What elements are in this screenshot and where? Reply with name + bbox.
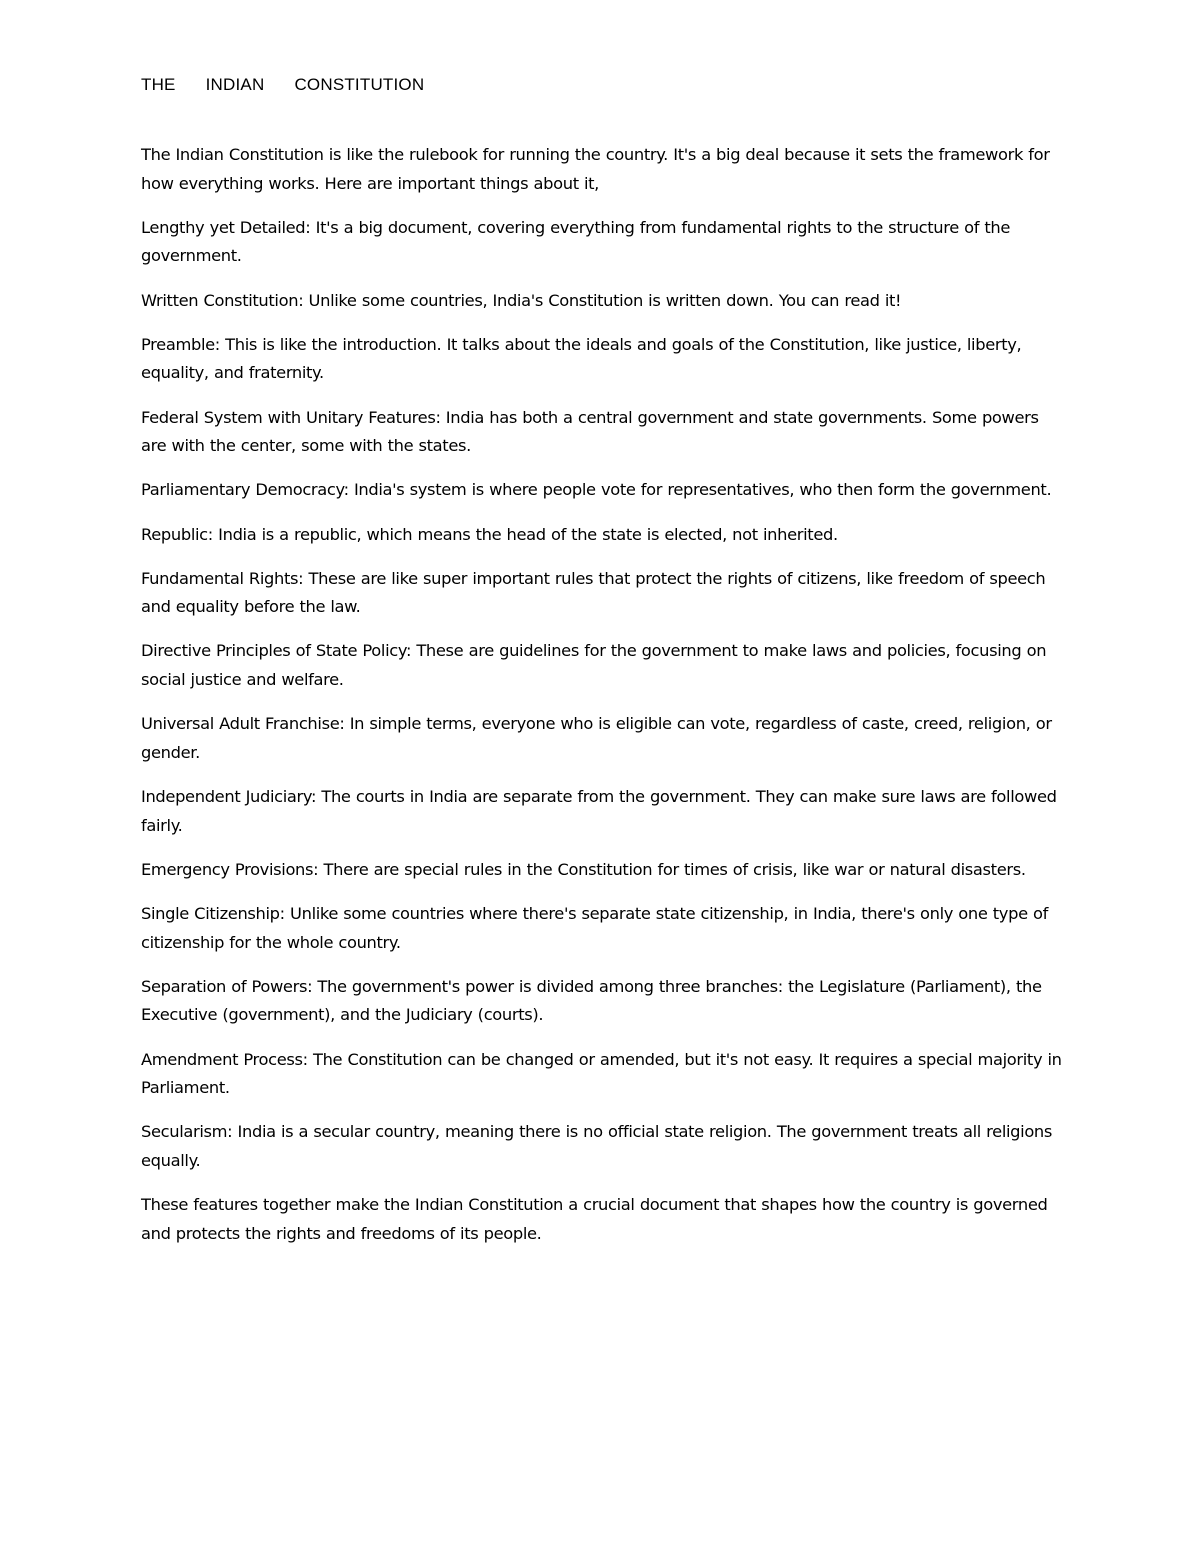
paragraph-emergency-provisions: Emergency Provisions: There are special rules in the Constitution for times of crisis, like war or natural disasters. <box>141 859 1026 879</box>
paragraph-amendment-process: Amendment Process: The Constitution can be changed or amended, but it's not easy. It requires a special majority in Parliament. <box>141 1049 1062 1098</box>
paragraph-fundamental-rights: Fundamental Rights: These are like super important rules that protect the rights of citizens, like freedom of speech and equality before the law. <box>141 568 1046 617</box>
paragraph-single-citizenship: Single Citizenship: Unlike some countries where there's separate state citizenship, in India, there's only one type of citizenship for the whole country. <box>141 904 1048 952</box>
intro-paragraph: The Indian Constitution is like the rulebook for running the country. It's a big deal because it sets the framework for how everything works. Here are important things about it, <box>141 145 1050 193</box>
document-title <box>141 74 424 96</box>
paragraph-lengthy-yet-detailed: Lengthy yet Detailed: It's a big document, covering everything from fundamental rights to the structure of the government. <box>141 217 1011 266</box>
paragraph-preamble: Preamble: This is like the introduction. It talks about the ideals and goals of the Constitution, like justice, liberty, equality, and fraternity. <box>141 334 1022 383</box>
paragraph-secularism: Secularism: India is a secular country, meaning there is no official state religion. The government treats all religions equally. <box>141 1122 1053 1170</box>
paragraph-written-constitution: Written Constitution: Unlike some countries, India's Constitution is written down. You can read it! <box>141 290 902 310</box>
paragraph-separation-of-powers: Separation of Powers: The government's power is divided among three branches: the Legislature (Parliament), the Executive (government), and the Judiciary (courts). <box>141 976 1042 1025</box>
paragraph-independent-judiciary: Independent Judiciary: The courts in India are separate from the government. They can make sure laws are followed fairly. <box>141 787 1057 835</box>
paragraph-directive-principles: Directive Principles of State Policy: These are guidelines for the government to make laws and policies, focusing on social justice and welfare. <box>141 641 1047 690</box>
conclusion-paragraph: These features together make the Indian Constitution a crucial document that shapes how the country is governed and protects the rights and freedoms of its people. <box>141 1195 1048 1243</box>
title-word-the: THE <box>141 75 176 94</box>
paragraph-universal-adult-franchise: Universal Adult Franchise: In simple terms, everyone who is eligible can vote, regardless of caste, creed, religion, or gender. <box>141 714 1052 762</box>
title-word-constitution: CONSTITUTION <box>294 75 425 94</box>
paragraph-republic: Republic: India is a republic, which means the head of the state is elected, not inherited. <box>141 524 838 544</box>
document-body <box>141 141 1066 1264</box>
paragraph-federal-system: Federal System with Unitary Features: India has both a central government and state governments. Some powers are with the center, some with the states. <box>141 407 1039 456</box>
paragraph-parliamentary-democracy: Parliamentary Democracy: India's system is where people vote for representatives, who then form the government. <box>141 480 1052 500</box>
title-word-indian: INDIAN <box>205 75 265 94</box>
